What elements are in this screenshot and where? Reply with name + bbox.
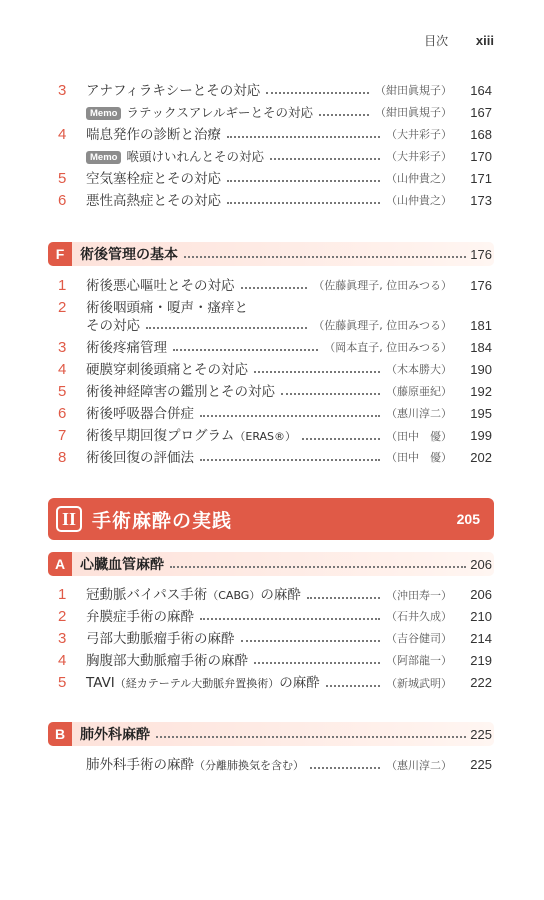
entry-author: （阿部龍一） (386, 654, 452, 667)
toc-entry[interactable] (48, 80, 494, 102)
entry-page: 171 (470, 171, 492, 186)
leader-dots (254, 662, 380, 664)
part-title: 手術麻酔の実践 (92, 509, 233, 532)
toc-entry[interactable] (48, 381, 494, 403)
toc-memo-entry[interactable] (48, 102, 494, 124)
entry-title-suffix: の麻酔 (279, 675, 320, 691)
entry-title: 弁膜症手術の麻酔 (86, 609, 194, 625)
entry-title: 悪性高熱症とその対応 (86, 193, 221, 209)
entry-number: 5 (58, 170, 67, 187)
entry-title-line1: 術後咽頭痛・嗄声・瘙痒と (86, 300, 248, 316)
entry-title: 胸腹部大動脈瘤手術の麻酔 (86, 653, 248, 669)
toc-section-f (48, 242, 494, 469)
entry-number: 4 (58, 652, 67, 669)
entry-author: （藤原亜紀） (386, 385, 452, 398)
entry-page: 167 (470, 105, 492, 120)
entry-title-suffix: の麻酔 (260, 587, 301, 603)
toc-entry[interactable] (48, 403, 494, 425)
entry-author: （大井彩子） (386, 150, 452, 163)
toc-entry[interactable] (48, 672, 494, 694)
entry-title-note: （CABG） (207, 589, 261, 602)
section-page: 206 (470, 556, 492, 572)
leader-dots (227, 202, 380, 204)
toc-entry[interactable] (48, 168, 494, 190)
entry-page: 214 (470, 631, 492, 646)
entry-page: 176 (470, 278, 492, 293)
entry-title: 冠動脈バイパス手術 (86, 587, 208, 603)
entry-title-note: （ERAS®） (234, 430, 297, 443)
entry-title-note: （分離肺換気を含む） (194, 759, 304, 772)
leader-dots (270, 158, 380, 160)
section-letter: A (48, 552, 72, 576)
entry-number: 1 (58, 277, 67, 294)
entry-number: 7 (58, 427, 67, 444)
leader-dots (227, 136, 380, 138)
entry-page: 199 (470, 428, 492, 443)
entry-number: 6 (58, 192, 67, 209)
entry-author: （田中 優） (386, 451, 452, 464)
part-numeral: II (56, 506, 82, 532)
section-letter: F (48, 242, 72, 266)
entry-number: 3 (58, 339, 67, 356)
entry-author: （惠川淳二） (386, 758, 452, 772)
toc-entry[interactable] (48, 297, 494, 337)
entry-author: （佐藤眞理子, 位田みつる） (313, 279, 452, 292)
entry-title: 空気塞栓症とその対応 (86, 171, 221, 187)
entry-page: 219 (470, 653, 492, 668)
section-title: 術後管理の基本 (80, 247, 178, 263)
leader-dots (200, 459, 380, 461)
entry-title: 肺外科手術の麻酔 (86, 757, 194, 773)
toc-entry[interactable] (48, 606, 494, 628)
entry-page: 164 (470, 83, 492, 98)
entry-number: 4 (58, 126, 67, 143)
entry-title: 硬膜穿刺後頭痛とその対応 (86, 362, 248, 378)
entry-author: （吉谷健司） (386, 632, 452, 645)
entry-title: その対応 (86, 318, 140, 334)
memo-badge: Memo (86, 151, 121, 164)
entry-number: 3 (58, 630, 67, 647)
entry-author: （石井久成） (386, 610, 452, 623)
leader-dots (227, 180, 380, 182)
entry-title: 術後呼吸器合併症 (86, 406, 194, 422)
entry-number: 3 (58, 82, 67, 99)
entry-page: 184 (470, 340, 492, 355)
entry-author: （沖田寿一） (386, 588, 452, 602)
toc-entry[interactable] (48, 650, 494, 672)
leader-dots (310, 767, 380, 769)
leader-dots (326, 685, 380, 687)
entry-number: 1 (58, 586, 67, 603)
entry-title: 喘息発作の診断と治療 (86, 127, 221, 143)
leader-dots (170, 566, 466, 568)
section-heading[interactable] (48, 552, 494, 576)
entry-title: 弓部大動脈瘤手術の麻酔 (86, 631, 235, 647)
entry-page: 192 (470, 384, 492, 399)
entry-page: 173 (470, 193, 492, 208)
entry-author: （新城武明） (386, 676, 452, 690)
entry-number: 5 (58, 674, 67, 691)
toc-entry[interactable] (48, 754, 494, 776)
part-page: 205 (456, 511, 480, 527)
toc-memo-entry[interactable] (48, 146, 494, 168)
leader-dots (307, 597, 380, 599)
section-heading[interactable] (48, 722, 494, 746)
toc-entry[interactable] (48, 628, 494, 650)
section-letter: B (48, 722, 72, 746)
leader-dots (146, 327, 307, 329)
entry-number: 2 (58, 608, 67, 625)
leader-dots (173, 349, 318, 351)
entry-title: TAVI (86, 675, 115, 691)
entry-page: 225 (470, 757, 492, 772)
entry-number: 6 (58, 405, 67, 422)
entry-number: 4 (58, 361, 67, 378)
entry-author: （木本勝大） (386, 363, 452, 376)
entry-page: 195 (470, 406, 492, 421)
entry-title: 術後疼痛管理 (86, 340, 167, 356)
header-title: 目次 (424, 34, 449, 48)
leader-dots (302, 438, 380, 440)
toc-entry[interactable] (48, 359, 494, 381)
leader-dots (266, 92, 369, 94)
leader-dots (184, 256, 466, 258)
entry-title: 術後回復の評価法 (86, 450, 194, 466)
section-heading[interactable] (48, 242, 494, 266)
part-banner[interactable] (48, 498, 494, 540)
toc-entry[interactable] (48, 124, 494, 146)
toc-entry[interactable] (48, 337, 494, 359)
toc-entry[interactable] (48, 447, 494, 469)
leader-dots (319, 114, 369, 116)
entry-title: アナフィラキシーとその対応 (86, 83, 261, 99)
entry-author: （山仲貴之） (386, 172, 452, 185)
leader-dots (254, 371, 380, 373)
toc-group-top (48, 80, 494, 212)
entry-title-note: （経カテーテル大動脈弁置換術） (114, 677, 280, 690)
entry-page: 202 (470, 450, 492, 465)
entry-author: （惠川淳二） (386, 407, 452, 420)
section-title: 肺外科麻酔 (80, 727, 150, 743)
entry-title: 喉頭けいれんとその対応 (126, 149, 264, 164)
leader-dots (241, 640, 381, 642)
entry-title: 術後早期回復プログラム (86, 428, 235, 444)
section-page: 176 (470, 246, 492, 262)
entry-author: （紺田眞規子） (375, 84, 452, 97)
entry-page: 190 (470, 362, 492, 377)
entry-title: 術後悪心嘔吐とその対応 (86, 278, 235, 294)
entry-author: （佐藤眞理子, 位田みつる） (313, 319, 452, 332)
entry-author: （紺田眞規子） (375, 106, 452, 119)
entry-author: （大井彩子） (386, 128, 452, 141)
toc-entry[interactable] (48, 584, 494, 606)
entry-title: ラテックスアレルギーとその対応 (126, 105, 314, 120)
section-title: 心臓血管麻酔 (80, 557, 164, 573)
leader-dots (200, 618, 380, 620)
entry-page: 168 (470, 127, 492, 142)
entry-page: 170 (470, 149, 492, 164)
toc-entry[interactable] (48, 190, 494, 212)
memo-badge: Memo (86, 107, 121, 120)
entry-number: 2 (58, 299, 67, 316)
entry-title: 術後神経障害の鑑別とその対応 (86, 384, 275, 400)
leader-dots (281, 393, 380, 395)
section-page: 225 (470, 726, 492, 742)
entry-page: 181 (470, 318, 492, 333)
running-header (424, 32, 494, 49)
leader-dots (241, 287, 308, 289)
entry-author: （田中 優） (386, 429, 452, 443)
toc-section-b (48, 722, 494, 776)
leader-dots (156, 736, 466, 738)
leader-dots (200, 415, 380, 417)
toc-entry[interactable] (48, 425, 494, 447)
entry-page: 206 (470, 587, 492, 602)
entry-author: （岡本直子, 位田みつる） (324, 341, 452, 354)
toc-entry[interactable] (48, 275, 494, 297)
entry-page: 210 (470, 609, 492, 624)
entry-number: 8 (58, 449, 67, 466)
toc-section-a (48, 552, 494, 694)
entry-page: 222 (470, 675, 492, 690)
header-page-number: xiii (475, 33, 494, 48)
entry-number: 5 (58, 383, 67, 400)
entry-author: （山仲貴之） (386, 194, 452, 207)
